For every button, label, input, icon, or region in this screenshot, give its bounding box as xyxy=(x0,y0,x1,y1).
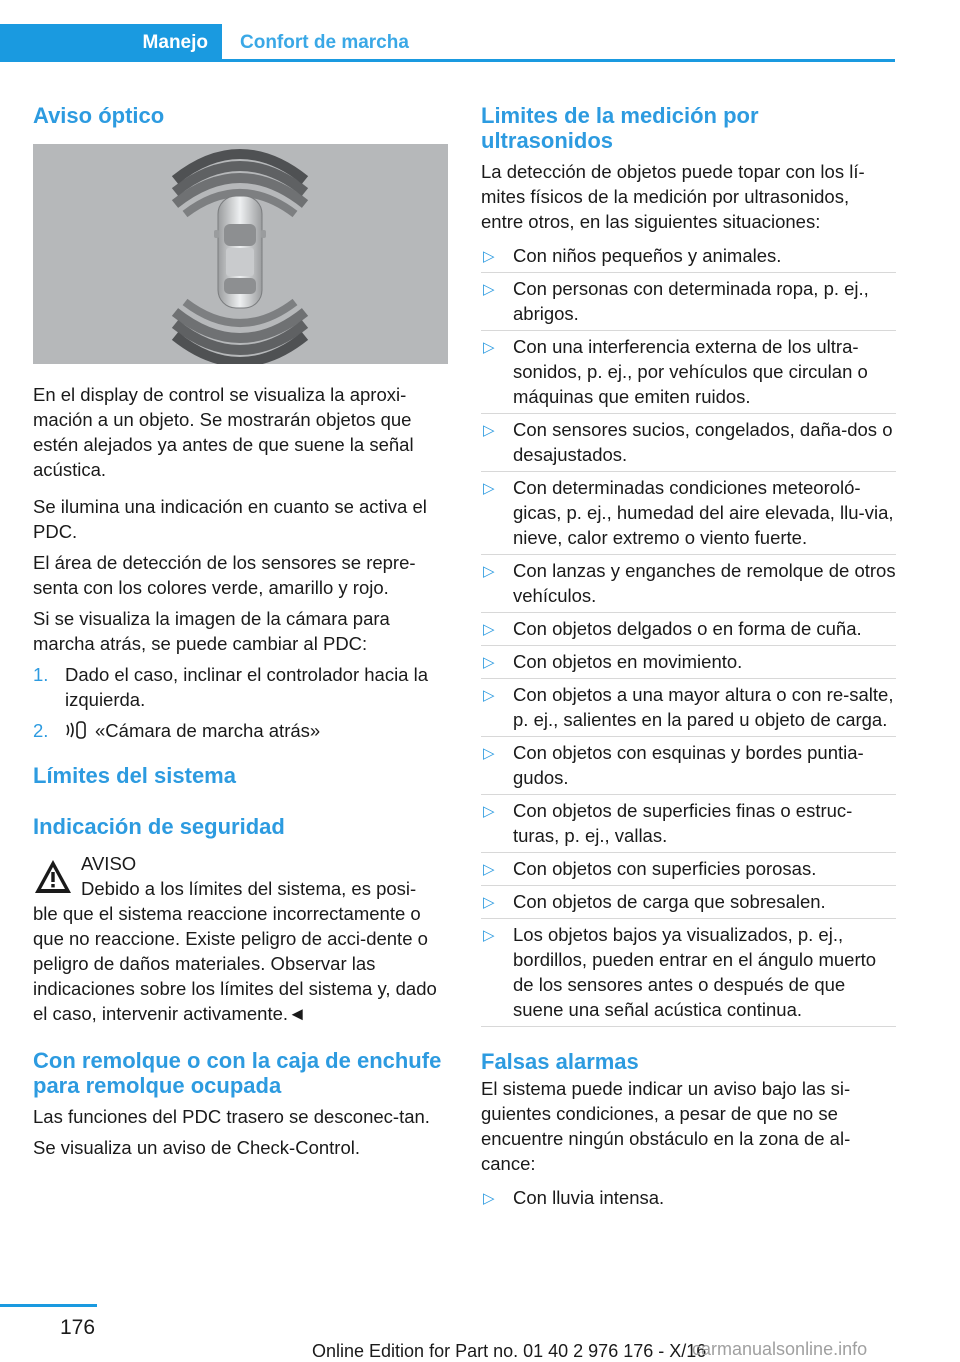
limitations-list xyxy=(481,240,896,1027)
heading-remolque: Con remolque o con la caja de enchufe para remolque ocupada xyxy=(33,1048,442,1098)
heading-limites-medicion: Limites de la medición por ultrasonidos xyxy=(481,103,759,153)
step-item xyxy=(33,718,448,743)
list-item-text: Con objetos de carga que sobresalen. xyxy=(513,891,826,912)
list-item xyxy=(481,853,896,886)
list-item xyxy=(481,273,896,331)
list-item-text: Con objetos de superficies finas o estruc-turas, p. ej., vallas. xyxy=(513,800,853,846)
list-item-text: Con sensores sucios, congelados, daña-dos o desajustados. xyxy=(513,419,893,465)
bullet-triangle-icon: ▷ xyxy=(483,927,495,944)
step-number: 1. xyxy=(33,664,49,685)
page-number: 176 xyxy=(60,1316,96,1339)
list-item xyxy=(481,646,896,679)
heading-limites-sistema: Límites del sistema xyxy=(33,763,236,788)
bullet-triangle-icon: ▷ xyxy=(483,621,495,638)
paragraph-check-control: Se visualiza un aviso de Check-Control. xyxy=(33,1137,360,1158)
list-item-text: Con objetos con superficies porosas. xyxy=(513,858,817,879)
list-item-text: Con lanzas y enganches de remolque de otros vehículos. xyxy=(513,560,896,606)
list-item-text: Con niños pequeños y animales. xyxy=(513,245,782,266)
right-column xyxy=(481,103,896,1214)
paragraph-pdc-trasero: Las funciones del PDC trasero se desconec-tan. xyxy=(33,1106,430,1127)
list-item xyxy=(481,472,896,555)
bullet-triangle-icon: ▷ xyxy=(483,281,495,298)
step-text: Dado el caso, inclinar el controlador hacia la izquierda. xyxy=(65,664,429,710)
list-item xyxy=(481,240,896,273)
list-item xyxy=(481,613,896,646)
list-item-text: Con lluvia intensa. xyxy=(513,1187,665,1208)
list-item xyxy=(481,331,896,414)
tab-underline xyxy=(222,59,895,62)
list-item xyxy=(481,414,896,472)
warning-triangle-icon xyxy=(33,857,73,897)
warning-text-continued: ble que el sistema reaccione incorrectamente o que no reaccione. Existe peligro de acci-dente o peligro de daños materiales. Observar las indicaciones sobre los límites del sistema y, dado el caso, intervenir activamente.◄ xyxy=(33,903,437,1024)
warning-title: AVISO xyxy=(81,853,137,874)
step-text: «Cámara de marcha atrás» xyxy=(95,720,321,741)
list-item-text: Los objetos bajos ya visualizados, p. ej., bordillos, pueden entrar en el ángulo muerto de los sensores antes o después de que suene una señal acústica continua. xyxy=(513,924,877,1020)
list-item xyxy=(481,1182,896,1214)
list-item-text: Con objetos con esquinas y bordes puntia-gudos. xyxy=(513,742,864,788)
heading-indicacion-seguridad: Indicación de seguridad xyxy=(33,814,285,839)
warning-text: Debido a los límites del sistema, es posi- xyxy=(81,878,417,899)
list-item xyxy=(481,737,896,795)
bullet-triangle-icon: ▷ xyxy=(483,248,495,265)
list-item xyxy=(481,555,896,613)
step-item xyxy=(33,662,448,712)
bullet-triangle-icon: ▷ xyxy=(483,861,495,878)
pdc-display-image xyxy=(33,144,448,364)
paragraph-display: En el display de control se visualiza la aproxi-mación a un objeto. Se mostrarán objetos que estén alejados ya antes de que suene la señal acústica. xyxy=(33,384,414,480)
step-number: 2. xyxy=(33,720,49,741)
footer-line xyxy=(0,1304,97,1307)
false-alarms-list xyxy=(481,1182,896,1214)
bullet-triangle-icon: ▷ xyxy=(483,894,495,911)
list-item xyxy=(481,679,896,737)
list-item-text: Con objetos delgados o en forma de cuña. xyxy=(513,618,862,639)
paragraph-camara: Si se visualiza la imagen de la cámara para marcha atrás, se puede cambiar al PDC: xyxy=(33,608,390,654)
list-item xyxy=(481,886,896,919)
header-tabbar xyxy=(0,24,895,62)
list-item xyxy=(481,919,896,1027)
bullet-triangle-icon: ▷ xyxy=(483,803,495,820)
watermark: carmanualsonline.info xyxy=(692,1339,868,1359)
bullet-triangle-icon: ▷ xyxy=(483,745,495,762)
tab-manejo[interactable] xyxy=(0,24,222,62)
heading-falsas-alarmas: Falsas alarmas xyxy=(481,1049,639,1074)
list-item-text: Con objetos en movimiento. xyxy=(513,651,743,672)
tab-manejo-label: Manejo xyxy=(142,32,208,53)
paragraph-intro: La detección de objetos puede topar con los lí-mites físicos de la medición por ultrasonidos, entre otros, en las siguientes situaciones: xyxy=(481,161,865,232)
bullet-triangle-icon: ▷ xyxy=(483,1190,495,1207)
bullet-triangle-icon: ▷ xyxy=(483,563,495,580)
bullet-triangle-icon: ▷ xyxy=(483,339,495,356)
bullet-triangle-icon: ▷ xyxy=(483,422,495,439)
list-item-text: Con personas con determinada ropa, p. ej., abrigos. xyxy=(513,278,869,324)
edition-note: Online Edition for Part no. 01 40 2 976 176 - X/16 xyxy=(312,1341,707,1361)
paragraph-ilumina: Se ilumina una indicación en cuanto se activa el PDC. xyxy=(33,496,427,542)
steps-list xyxy=(33,662,448,743)
paragraph-area: El área de detección de los sensores se repre-senta con los colores verde, amarillo y rojo. xyxy=(33,552,416,598)
left-column xyxy=(33,103,448,1160)
warning-block xyxy=(33,851,448,1026)
list-item xyxy=(481,795,896,853)
bullet-triangle-icon: ▷ xyxy=(483,654,495,671)
bullet-triangle-icon: ▷ xyxy=(483,480,495,497)
list-item-text: Con determinadas condiciones meteoroló-gicas, p. ej., humedad del aire elevada, llu-via, nieve, calor extremo o viento fuerte. xyxy=(513,477,894,548)
tab-confort-de-marcha[interactable]: Confort de marcha xyxy=(240,32,409,53)
bullet-triangle-icon: ▷ xyxy=(483,687,495,704)
parking-sensor-icon xyxy=(65,719,89,741)
list-item-text: Con una interferencia externa de los ultra-sonidos, p. ej., por vehículos que circulan o máquinas que emiten ruidos. xyxy=(513,336,868,407)
car-sensor-illustration xyxy=(33,144,448,364)
paragraph-falsas: El sistema puede indicar un aviso bajo las si-guientes condiciones, a pesar de que no se encuentre ningún obstáculo en la zona de al-cance: xyxy=(481,1078,851,1174)
heading-aviso-optico: Aviso óptico xyxy=(33,103,165,128)
list-item-text: Con objetos a una mayor altura o con re-salte, p. ej., salientes en la pared u objeto de carga. xyxy=(513,684,894,730)
